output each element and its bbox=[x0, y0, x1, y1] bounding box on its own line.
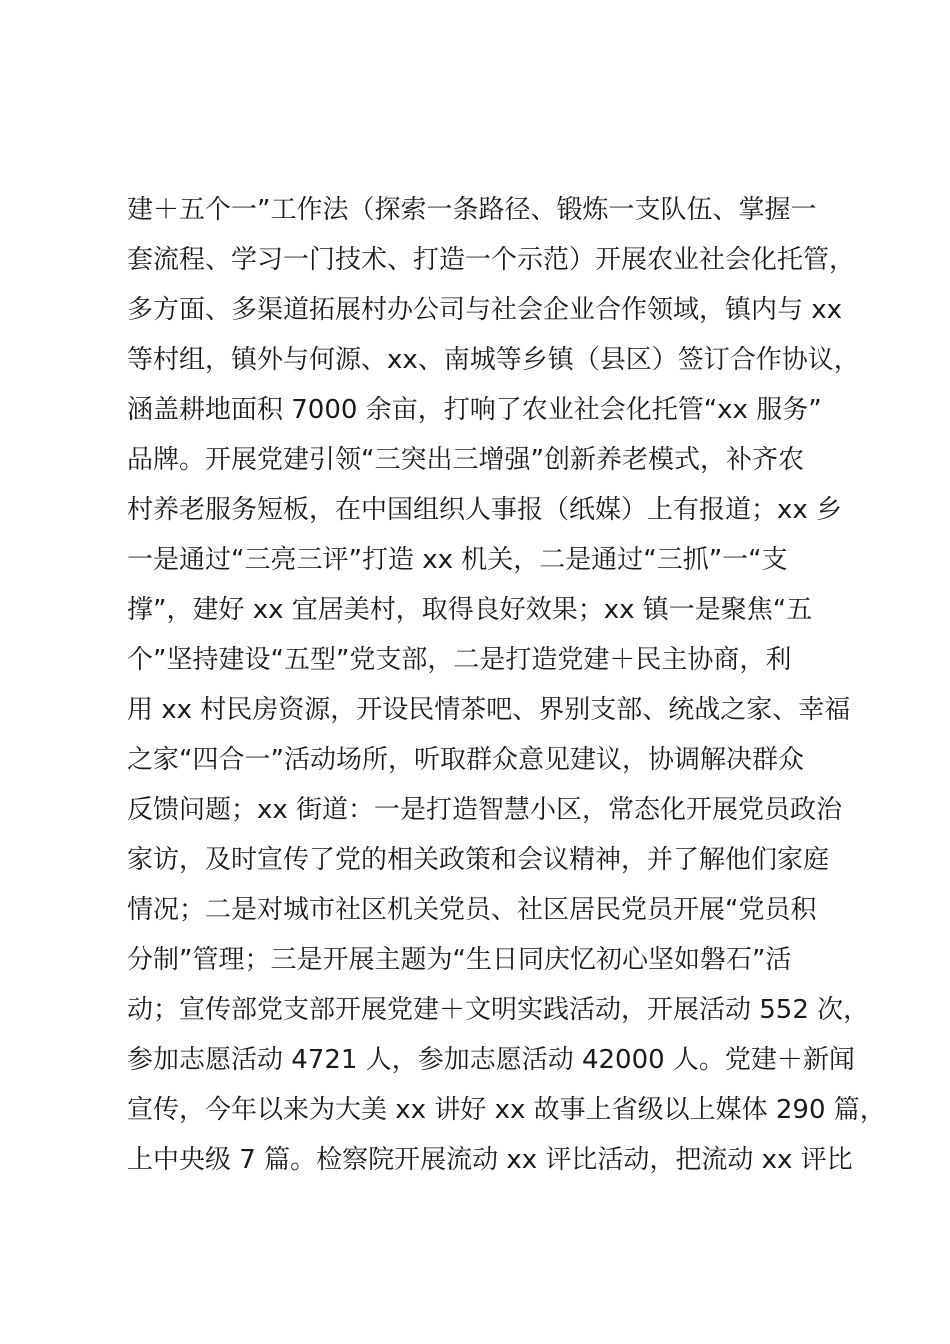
text-line: 用 xx 村民房资源，开设民情茶吧、界别支部、统战之家、幸福 bbox=[127, 695, 851, 725]
text-line: 分制”管理；三是开展主题为“生日同庆忆初心坚如磐石”活 bbox=[127, 945, 792, 975]
text-line: 反馈问题；xx 街道：一是打造智慧小区，常态化开展党员政治 bbox=[127, 795, 843, 825]
body-paragraph bbox=[127, 185, 886, 1185]
text-line: 上中央级 7 篇。检察院开展流动 xx 评比活动，把流动 xx 评比 bbox=[127, 1145, 853, 1175]
text-line: 村养老服务短板，在中国组织人事报（纸媒）上有报道；xx 乡 bbox=[127, 495, 843, 525]
text-line: 参加志愿活动 4721 人，参加志愿活动 42000 人。党建＋新闻 bbox=[127, 1045, 855, 1075]
text-line: 等村组，镇外与何源、xx、南城等乡镇（县区）签订合作协议， bbox=[127, 345, 860, 375]
text-line: 一是通过“三亮三评”打造 xx 机关，二是通过“三抓”一“支 bbox=[127, 545, 788, 575]
text-line: 套流程、学习一门技术、打造一个示范）开展农业社会化托管， bbox=[127, 245, 856, 275]
text-line: 个”坚持建设“五型”党支部，二是打造党建＋民主协商，利 bbox=[127, 645, 792, 675]
text-line: 之家“四合一”活动场所，听取群众意见建议，协调解决群众 bbox=[127, 745, 804, 775]
text-line: 品牌。开展党建引领“三突出三增强”创新养老模式，补齐农 bbox=[127, 445, 804, 475]
text-line: 宣传，今年以来为大美 xx 讲好 xx 故事上省级以上媒体 290 篇， bbox=[127, 1095, 886, 1125]
text-line: 多方面、多渠道拓展村办公司与社会企业合作领域，镇内与 xx bbox=[127, 295, 843, 325]
text-line: 建＋五个一”工作法（探索一条路径、锻炼一支队伍、掌握一 bbox=[127, 195, 817, 225]
text-line: 家访，及时宣传了党的相关政策和会议精神，并了解他们家庭 bbox=[127, 845, 830, 875]
text-line: 动；宣传部党支部开展党建＋文明实践活动，开展活动 552 次， bbox=[127, 995, 870, 1025]
text-line: 情况；二是对城市社区机关党员、社区居民党员开展“党员积 bbox=[127, 895, 817, 925]
text-line: 撑”，建好 xx 宜居美村，取得良好效果；xx 镇一是聚焦“五 bbox=[127, 595, 813, 625]
text-line: 涵盖耕地面积 7000 余亩，打响了农业社会化托管“xx 服务” bbox=[127, 395, 822, 425]
